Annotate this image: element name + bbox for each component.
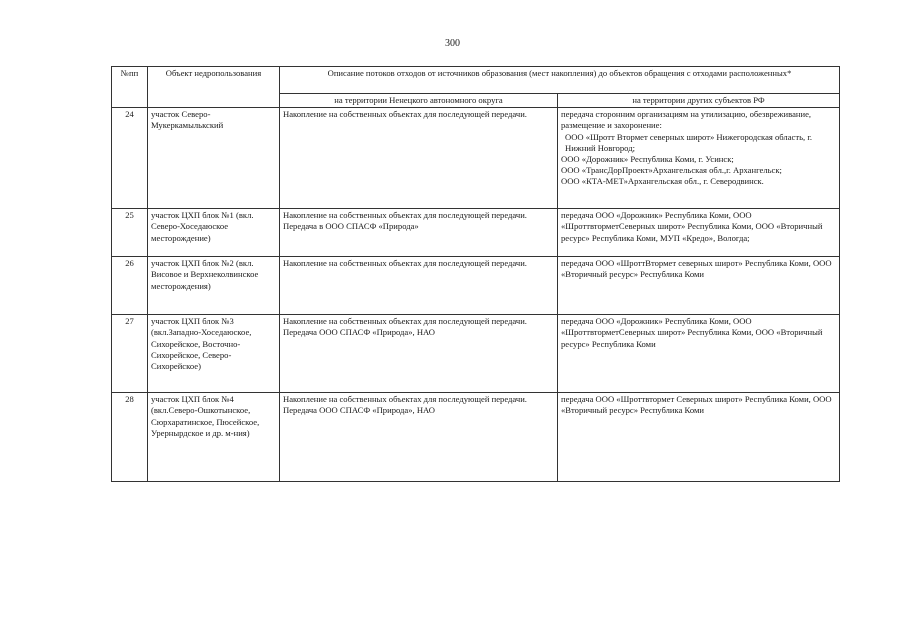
- row-other: [558, 393, 840, 482]
- row-other-line: передача ООО «Дорожник» Республика Коми, ООО «ШроттвторметСеверных широт» Республика Коми, ООО «Вторичный ресурс» Республика Коми: [561, 316, 823, 349]
- row-other-line: ООО «ТрансДорПроект»Архангельская обл.,г. Архангельск;: [561, 165, 782, 176]
- row-nao: Накопление на собственных объектах для последующей передачи.: [280, 257, 558, 315]
- row-nao: Накопление на собственных объектах для последующей передачи. Передача в ООО СПАСФ «Природа»: [280, 209, 558, 257]
- waste-flow-table: [111, 66, 840, 482]
- row-other: [558, 209, 840, 257]
- row-object: участок ЦХП блок №2 (вкл. Висовое и Верхнеколвинское месторождения): [148, 257, 280, 315]
- header-description: Описание потоков отходов от источников образования (мест накопления) до объектов обращения с отходами расположенных*: [280, 67, 840, 94]
- row-other-line: передача сторонним организациям на утилизацию, обезвреживание, размещение и захоронение:: [561, 109, 812, 131]
- row-nao: Накопление на собственных объектах для последующей передачи. Передача ООО СПАСФ «Природа», НАО: [280, 393, 558, 482]
- row-other-line: передача ООО «Шроттвтормет Северных широт» Республика Коми, ООО «Вторичный ресурс» Республика Коми: [561, 394, 832, 416]
- row-num: 25: [112, 209, 148, 257]
- header-object: Объект недропользования: [148, 67, 280, 108]
- row-other: [558, 257, 840, 315]
- row-other-line: ООО «Шротт Втормет северных широт» Нижегородская область, г. Нижний Новгород;: [565, 131, 813, 153]
- row-object: участок ЦХП блок №4 (вкл.Северо-Ошкотынское, Сюрхаратинское, Пюсейское, Урернырдское и др. м-ния): [148, 393, 280, 482]
- header-other: на территории других субъектов РФ: [558, 94, 840, 108]
- table-row: [112, 209, 840, 257]
- row-num: 26: [112, 257, 148, 315]
- row-object: участок ЦХП блок №1 (вкл. Северо-Хоседаюское месторождение): [148, 209, 280, 257]
- row-object: участок ЦХП блок №3 (вкл.Западно-Хоседаюское, Сихорейское, Восточно-Сихорейское, Северо-Сихорейское): [148, 315, 280, 393]
- row-other-line: ООО «Дорожник» Республика Коми, г. Усинск;: [561, 154, 734, 165]
- row-other: [558, 315, 840, 393]
- row-num: 24: [112, 108, 148, 209]
- row-nao: Накопление на собственных объектах для последующей передачи. Передача ООО СПАСФ «Природа», НАО: [280, 315, 558, 393]
- table-row: [112, 108, 840, 209]
- row-num: 27: [112, 315, 148, 393]
- row-num: 28: [112, 393, 148, 482]
- header-nao: на территории Ненецкого автономного округа: [280, 94, 558, 108]
- table-row: [112, 393, 840, 482]
- page-number: 300: [445, 38, 460, 49]
- row-object: участок Северо-Мукеркамылькский: [148, 108, 280, 209]
- row-other-line: передача ООО «Дорожник» Республика Коми, ООО «ШроттвторметСеверных широт» Республика Коми, ООО «Вторичный ресурс» Республика Коми, МУП «Кредо», Вологда;: [561, 210, 823, 243]
- row-nao: Накопление на собственных объектах для последующей передачи.: [280, 108, 558, 209]
- row-other-line: передача ООО «ШроттВтормет северных широт» Республика Коми, ООО «Вторичный ресурс» Республика Коми: [561, 258, 832, 280]
- header-num: №пп: [112, 67, 148, 108]
- table-row: [112, 257, 840, 315]
- table-row: [112, 315, 840, 393]
- row-other: [558, 108, 840, 209]
- row-other-line: ООО «КТА-МЕТ»Архангельская обл., г. Северодвинск.: [561, 176, 764, 187]
